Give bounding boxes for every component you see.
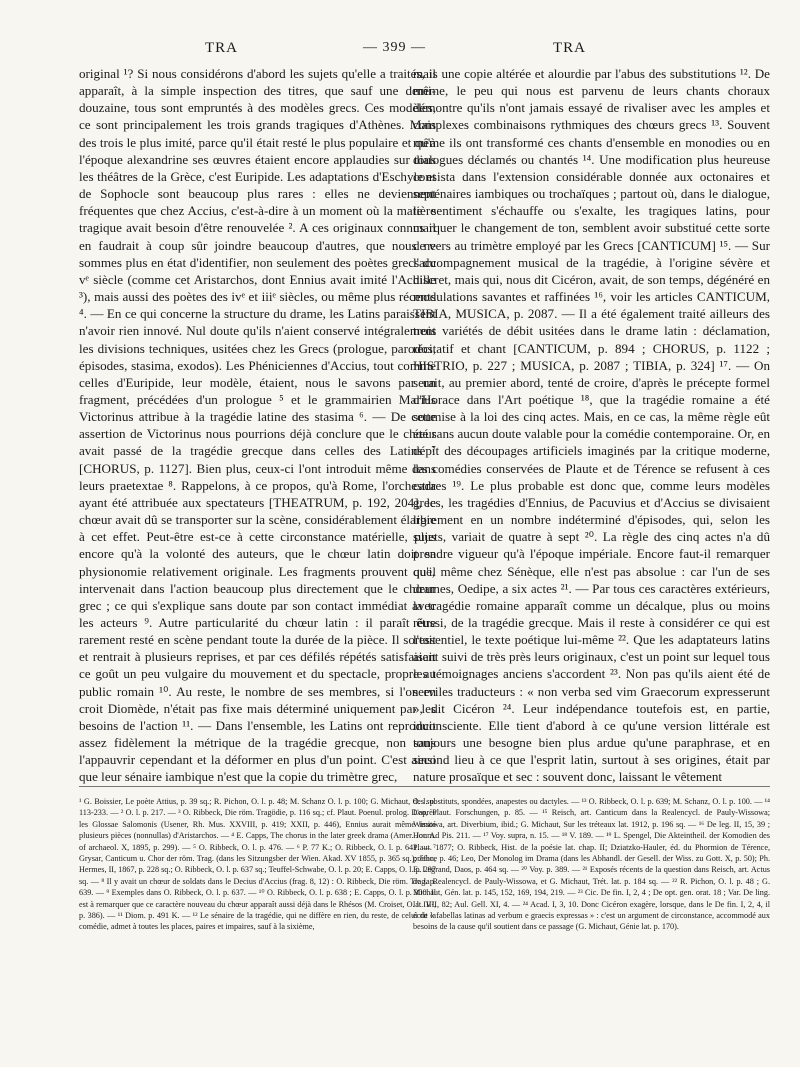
footnotes-right-text: des substituts, spondées, anapestes ou dactyles. — ¹³ O. Ribbeck, O. l. p. 639; M. Schanz, O. l. p. 100. — ¹⁴ Leo, Plaut. Forschungen, p. 85. — ¹⁵ Reisch, art. Canticum dans la Realencycl. de Pauly-Wissowa; Wissowa, art. Diverbium, ibid.; G. Michaut, Sur les tréteaux lat. 1912, p. 196 sq. — ¹⁶ De leg. II, 15, 39 ; Hor. Ad Pis. 211. — ¹⁷ Voy. supra, n. 15. — ¹⁸ V. 189. — ¹⁹ L. Spengel, Die Akteintheil. der Komodien des Plaut. 1877; O. Ribbeck, Hist. de la poésie lat. chap. II; Dziatzko-Hauler, éd. du Phormion de Térence, préface p. 46; Leo, Der Monolog im Drama (dans les Abhandl. der Gesell. der Wiss. zu Gott. X, p. 50); Ph. E. Legrand, Daos, p. 464 sq. — ²⁰ Voy. p. 389. — ²¹ Exposés récents de la question dans Reisch, art. Actus de la Realencycl. de Pauly-Wissowa, et G. Michaut, Trét. lat. p. 184 sq. — ²² R. Pichon, O. l. p. 48 ; G. Michaut, Gén. lat. p. 145, 152, 169, 194, 219. — ²³ Cic. De fin. I, 2, 4 ; De opt. gen. orat. 18 ; Var. De ling. lat. VII, 82; Aul. Gell. XI, 4. — ²⁴ Acad. I, 3, 10. Donc Cicéron exagère, lorsque, dans le De fin. I, 2, 4, il écrit « fabellas latinas ad verbum e graecis expressas » : c'est un argument de circonstance, accommodé aux besoins de la cause qu'il soutient dans ce passage (G. Michaut, Génie lat. p. 170).: [413, 797, 770, 932]
left-column: [79, 65, 436, 786]
running-head-left: TRA: [205, 40, 238, 56]
running-head-right: TRA: [553, 40, 586, 56]
right-column-text: mais une copie altérée et alourdie par l'abus des substitutions ¹². De même, le peu qui nous est parvenu de leurs chants choraux démontre qu'ils n'ont jamais essayé de rivaliser avec les amples et complexes combinaisons rythmiques des chœurs grecs ¹³. Souvent même ils ont transformé ces chants d'ensemble en monodies ou en dialogues déclamés ou chantés ¹⁴. Une modification plus heureuse consista dans l'extension considérable donnée aux octonaires et septénaires iambiques ou trochaïques ; partout où, dans le dialogue, le sentiment s'échauffe ou s'exalte, les tragiques latins, pour marquer le changement de ton, semblent avoir substitué cette sorte de vers au trimètre employé par les Grecs [CANTICUM] ¹⁵. — Sur l'accompagnement musical de la tragédie, à l'origine sévère et discret, mais qui, nous dit Cicéron, avait, de son temps, dégénéré en modulations savantes et raffinées ¹⁶, voir les articles CANTICUM, TIBIA, MUSICA, p. 2087. — Il a été également traité ailleurs des trois variétés de débit usitées dans le drame latin : déclamation, récitatif et chant [CANTICUM, p. 894 ; CHORUS, p. 1122 ; HISTRIO, p. 227 ; MUSICA, p. 2087 ; TIBIA, p. 324] ¹⁷. — On serait, au premier abord, tenté de croire, d'après le précepte formel d'Horace dans l'Art poétique ¹⁸, que la tragédie romaine a été soumise à la loi des cinq actes. Mais, en ce cas, la même règle eût été sans aucun doute valable pour la comédie contemporaine. Or, en dépit des découpages artificiels imaginés par la critique moderne, les comédies conservées de Plaute et de Térence se refusent à ces cadres ¹⁹. Le plus probable est donc que, comme leurs modèles grecs, les tragédies d'Ennius, de Pacuvius et d'Accius se divisaient librement en un nombre indéterminé d'épisodes, qui, selon les sujets, variait de quatre à sept ²⁰. La règle des cinq actes n'a dû prendre vigueur qu'à l'époque impériale. Encore faut-il remarquer que, même chez Sénèque, elle n'est pas absolue : car l'un de ses drames, Oedipe, a six actes ²¹. — Par tous ces caractères extérieurs, la tragédie romaine apparaît comme un décalque, plus ou moins réussi, de la tragédie grecque. Mais il reste à considérer ce qui est l'essentiel, le texte poétique lui-même ²². Que les adaptateurs latins aient suivi de très près leurs originaux, c'est un point sur lequel tous les témoignages anciens s'accordent ²³. Non pas qu'ils aient été de serviles traducteurs : « non verba sed vim Graecorum expresserunt », dit Cicéron ²⁴. Leur indépendance toutefois est, en partie, inconsciente. Elle tient d'abord à ce qu'une version littérale est toujours une besogne bien plus ardue qu'une paraphrase, et en second lieu à ce que l'esprit latin, surtout à ses origines, était par nature prosaïque et sec : souvent donc, laissant le vêtement: [413, 66, 770, 785]
left-column-text: original ¹? Si nous considérons d'abord les sujets qu'elle a traités, il apparaît, à la simple inspection des titres, que sauf une demi-douzaine, tous sont empruntés à des modèles grecs. Ces modèles, ce sont principalement les trois grands tragiques d'Athènes. Mais des trois le plus imité, parce qu'il était resté le plus populaire et qu'à l'époque alexandrine ses œuvres étaient encore applaudies sur tous les théâtres de la Grèce, c'est Euripide. Les adaptations d'Eschyle et de Sophocle sont beaucoup plus rares : elles ne deviennent fréquentes que chez Accius, c'est-à-dire à un moment où la matière tragique avait besoin d'être renouvelée ². A ces originaux connus il en faudrait à coup sûr joindre beaucoup d'autres, que nous ne sommes plus en état d'identifier, non seulement des poètes grecs du vᵉ siècle (comme cet Aristarchos, dont Ennius avait imité l'Achille ³), mais aussi des poètes des ivᵉ et iiiᵉ siècles, ou même plus récents ⁴. — En ce qui concerne la structure du drame, les Latins paraissent n'avoir rien innové. Nul doute qu'ils n'aient conservé intégralement les divisions techniques, usitées chez les Grecs (prologue, parodos, épisodes, stasima, exodos). Les Phéniciennes d'Accius, tout comme celles d'Euripide, leur modèle, étaient, nous le savons par un fragment, précédées d'un prologue ⁵ et le grammairien Marius Victorinus attribue à la tragédie latine des stasima ⁶. — De cette assertion de Victorinus nous pourrions déjà conclure que le chœur avait passé de la tragédie grecque dans celles des Latins ⁷ [CHORUS, p. 1127]. Bien plus, ceux-ci l'ont introduit même dans leurs praetextae ⁸. Rappelons, à ce propos, qu'à Rome, l'orchestra ayant été attribuée aux spectateurs [THEATRUM, p. 192, 204], le chœur avait dû se transporter sur la scène, considérablement élargie à cet effet. Peut-être est-ce à cette circonstance matérielle, plus encore qu'à la volonté des auteurs, que le chœur latin doit sa physionomie relativement originale. Les fragments prouvent qu'il intervenait dans l'action beaucoup plus directement que le chœur grec ; ce qui s'explique sans doute par son contact immédiat avec les acteurs ⁹. Autre particularité du chœur latin : il paraît être rarement resté en scène pendant toute la durée de la pièce. Il sortait et rentrait à plusieurs reprises, et par ces défilés répétés satisfaisait ce goût un peu vulgaire du mouvement et du spectacle, propre au public romain ¹⁰. Au reste, le nombre de ses membres, si l'on en croit Diomède, n'était pas fixe mais déterminé uniquement par les besoins de l'action ¹¹. — Dans l'ensemble, les Latins ont reproduit assez fidèlement la métrique de la tragédie grecque, non sans l'appauvrir cependant et la déformer en plus d'un point. C'est ainsi que leur sénaire iambique n'est que la copie du trimètre grec,: [79, 66, 436, 785]
right-column: [413, 65, 770, 786]
page-number: — 399 —: [363, 40, 426, 55]
footnote-rule-left: [79, 786, 436, 787]
footnotes-left: [79, 796, 436, 933]
footnotes-left-text: ¹ G. Boissier, Le poète Attius, p. 39 sq.; R. Pichon, O. l. p. 48; M. Schanz O. l. p. 100; G. Michaut, O. l. p. 113-233. — ² O. l. p. 217. — ³ O. Ribbeck, Die röm. Tragödie, p. 116 sq.; cf. Plaut. Poenul. prolog. D'après les Glossae Salomonis (Usener, Rh. Mus. XXVIII, p. 419; XXII, p. 446), Ennius aurait même imité plusieurs pièces (nonnullas) d'Aristarchos. — ⁴ E. Capps, The chorus in the later greek drama (Amer. Journ. of archaeol. X, 1895, p. 299). — ⁵ O. Ribbeck, O. l. p. 476. — ⁶ P. 77 K.; O. Ribbeck, O. l. p. 641. — ⁷ Grysar, Canticum u. Chor der röm. Trag. (dans les Sitzungsber der Wien. Akad. XV 1855, p. 365 sq.); Jahn, Hermes, II, 1867, p. 228 sq.; O. Ribbeck, O. l. p. 637 sq.; Teuffel-Schwabe, O. l. p. 20; E. Capps, O. l. p. 297 sq. — ⁸ Il y avait un chœur de soldats dans le Decius d'Accius (frag. 8, 12) : O. Ribbeck, Die röm. Trag. p. 639. — ⁹ Exemples dans O. Ribbeck, O. l. p. 637. — ¹⁰ O. Ribbeck, O. l. p. 638 ; E. Capps, O. l. p. 300. Il est à remarquer que ce caractère nouveau du chœur apparaît aussi déjà dans le Rhésos (M. Croiset, O. l. III², p. 386). — ¹¹ Diom. p. 491 K. — ¹² Le sénaire de la tragédie, qui ne diffère en rien, du reste, de celui de la comédie, admet à toutes les places, paires et impaires, sauf à la sixième,: [79, 797, 436, 932]
footnotes-right: [413, 796, 770, 933]
footnote-rule-right: [413, 786, 770, 787]
